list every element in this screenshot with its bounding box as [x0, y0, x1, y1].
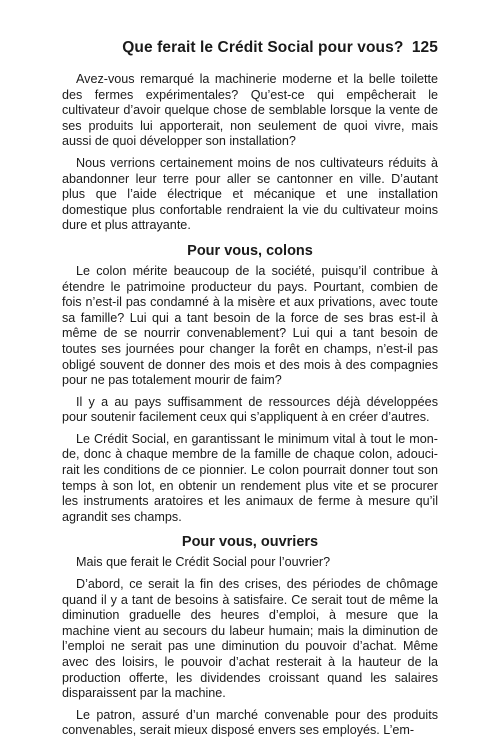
section-intro [62, 72, 438, 234]
paragraph: Le Crédit Social, en garantissant le minimum vital à tout le monde, donc à chaque membre de la famille de chaque colon, adoucirait les conditions de ce pionnier. Le colon pourrait donner tout son temps à son lot, en obtenir un rendement plus vite et se procurer les instruments aratoires et les animaux de ferme à mesure qu’il agrandit ses champs. [62, 431, 438, 524]
page-number: 125 [411, 39, 438, 56]
section-ouvriers [62, 533, 438, 739]
paragraph: Le colon mérite beaucoup de la société, puisqu’il contribue à étendre le patrimoine producteur du pays. Pourtant, combien de fois n’est-il pas condamné à la misère et aux privations, avec toute sa famille? Lui qui a tant besoin de la force de ses bras est-il à même de se nourrir convenablement? Lui qui a tant besoin de toutes ses journées pour changer la forêt en champs, n’est-il pas obligé souvent de donner des mois et des mois à des compagnies pour ne pas totalement mourir de faim? [62, 263, 438, 388]
running-title: Que ferait le Crédit Social pour vous? [122, 39, 404, 56]
section-heading: Pour vous, colons [187, 242, 313, 259]
paragraph: Nous verrions certainement moins de nos cultivateurs réduits à abandonner leur terre pour aller se cantonner en ville. D’autant plus que l’aide électrique et mécanique et une installation domestique plus confortable rendraient la vie du cultivateur moins dure et plus attrayante. [62, 155, 438, 233]
book-page [62, 38, 438, 745]
paragraph: Avez-vous remarqué la machinerie moderne et la belle toilette des fermes expérimentales? Qu’est-ce qui empêcherait le cultivateur d’avoir quelque chose de semblable lorsque la vente de ses produits lui apporterait, non seulement de quoi vivre, mais aussi de quoi développer son installation? [62, 72, 438, 149]
running-header [62, 38, 438, 58]
section-heading: Pour vous, ouvriers [181, 534, 319, 551]
paragraph: Mais que ferait le Crédit Social pour l’ouvrier? [76, 555, 331, 570]
paragraph: Il y a au pays suffisamment de ressources déjà développées pour soutenir facilement ceux qui s’appliquent à en créer d’autres. [62, 394, 438, 425]
paragraph: Le patron, assuré d’un marché convenable pour des produits convenables, serait mieux disposé envers ses employés. L’em- [62, 707, 438, 738]
section-colons [62, 242, 438, 526]
paragraph: D’abord, ce serait la fin des crises, des périodes de chômage quand il y a tant de besoins à satisfaire. Ce serait tout de même la diminution graduelle des heures d’emploi, à mesure que la machine vient au secours du labeur humain; mais la diminution de l’emploi ne serait pas une diminution du pouvoir d’achat. Même avec des loisirs, le pouvoir d’achat resterait à la hauteur de la production offerte, les dividendes croissant quand les salaires disparaissent par la machine. [62, 577, 438, 701]
